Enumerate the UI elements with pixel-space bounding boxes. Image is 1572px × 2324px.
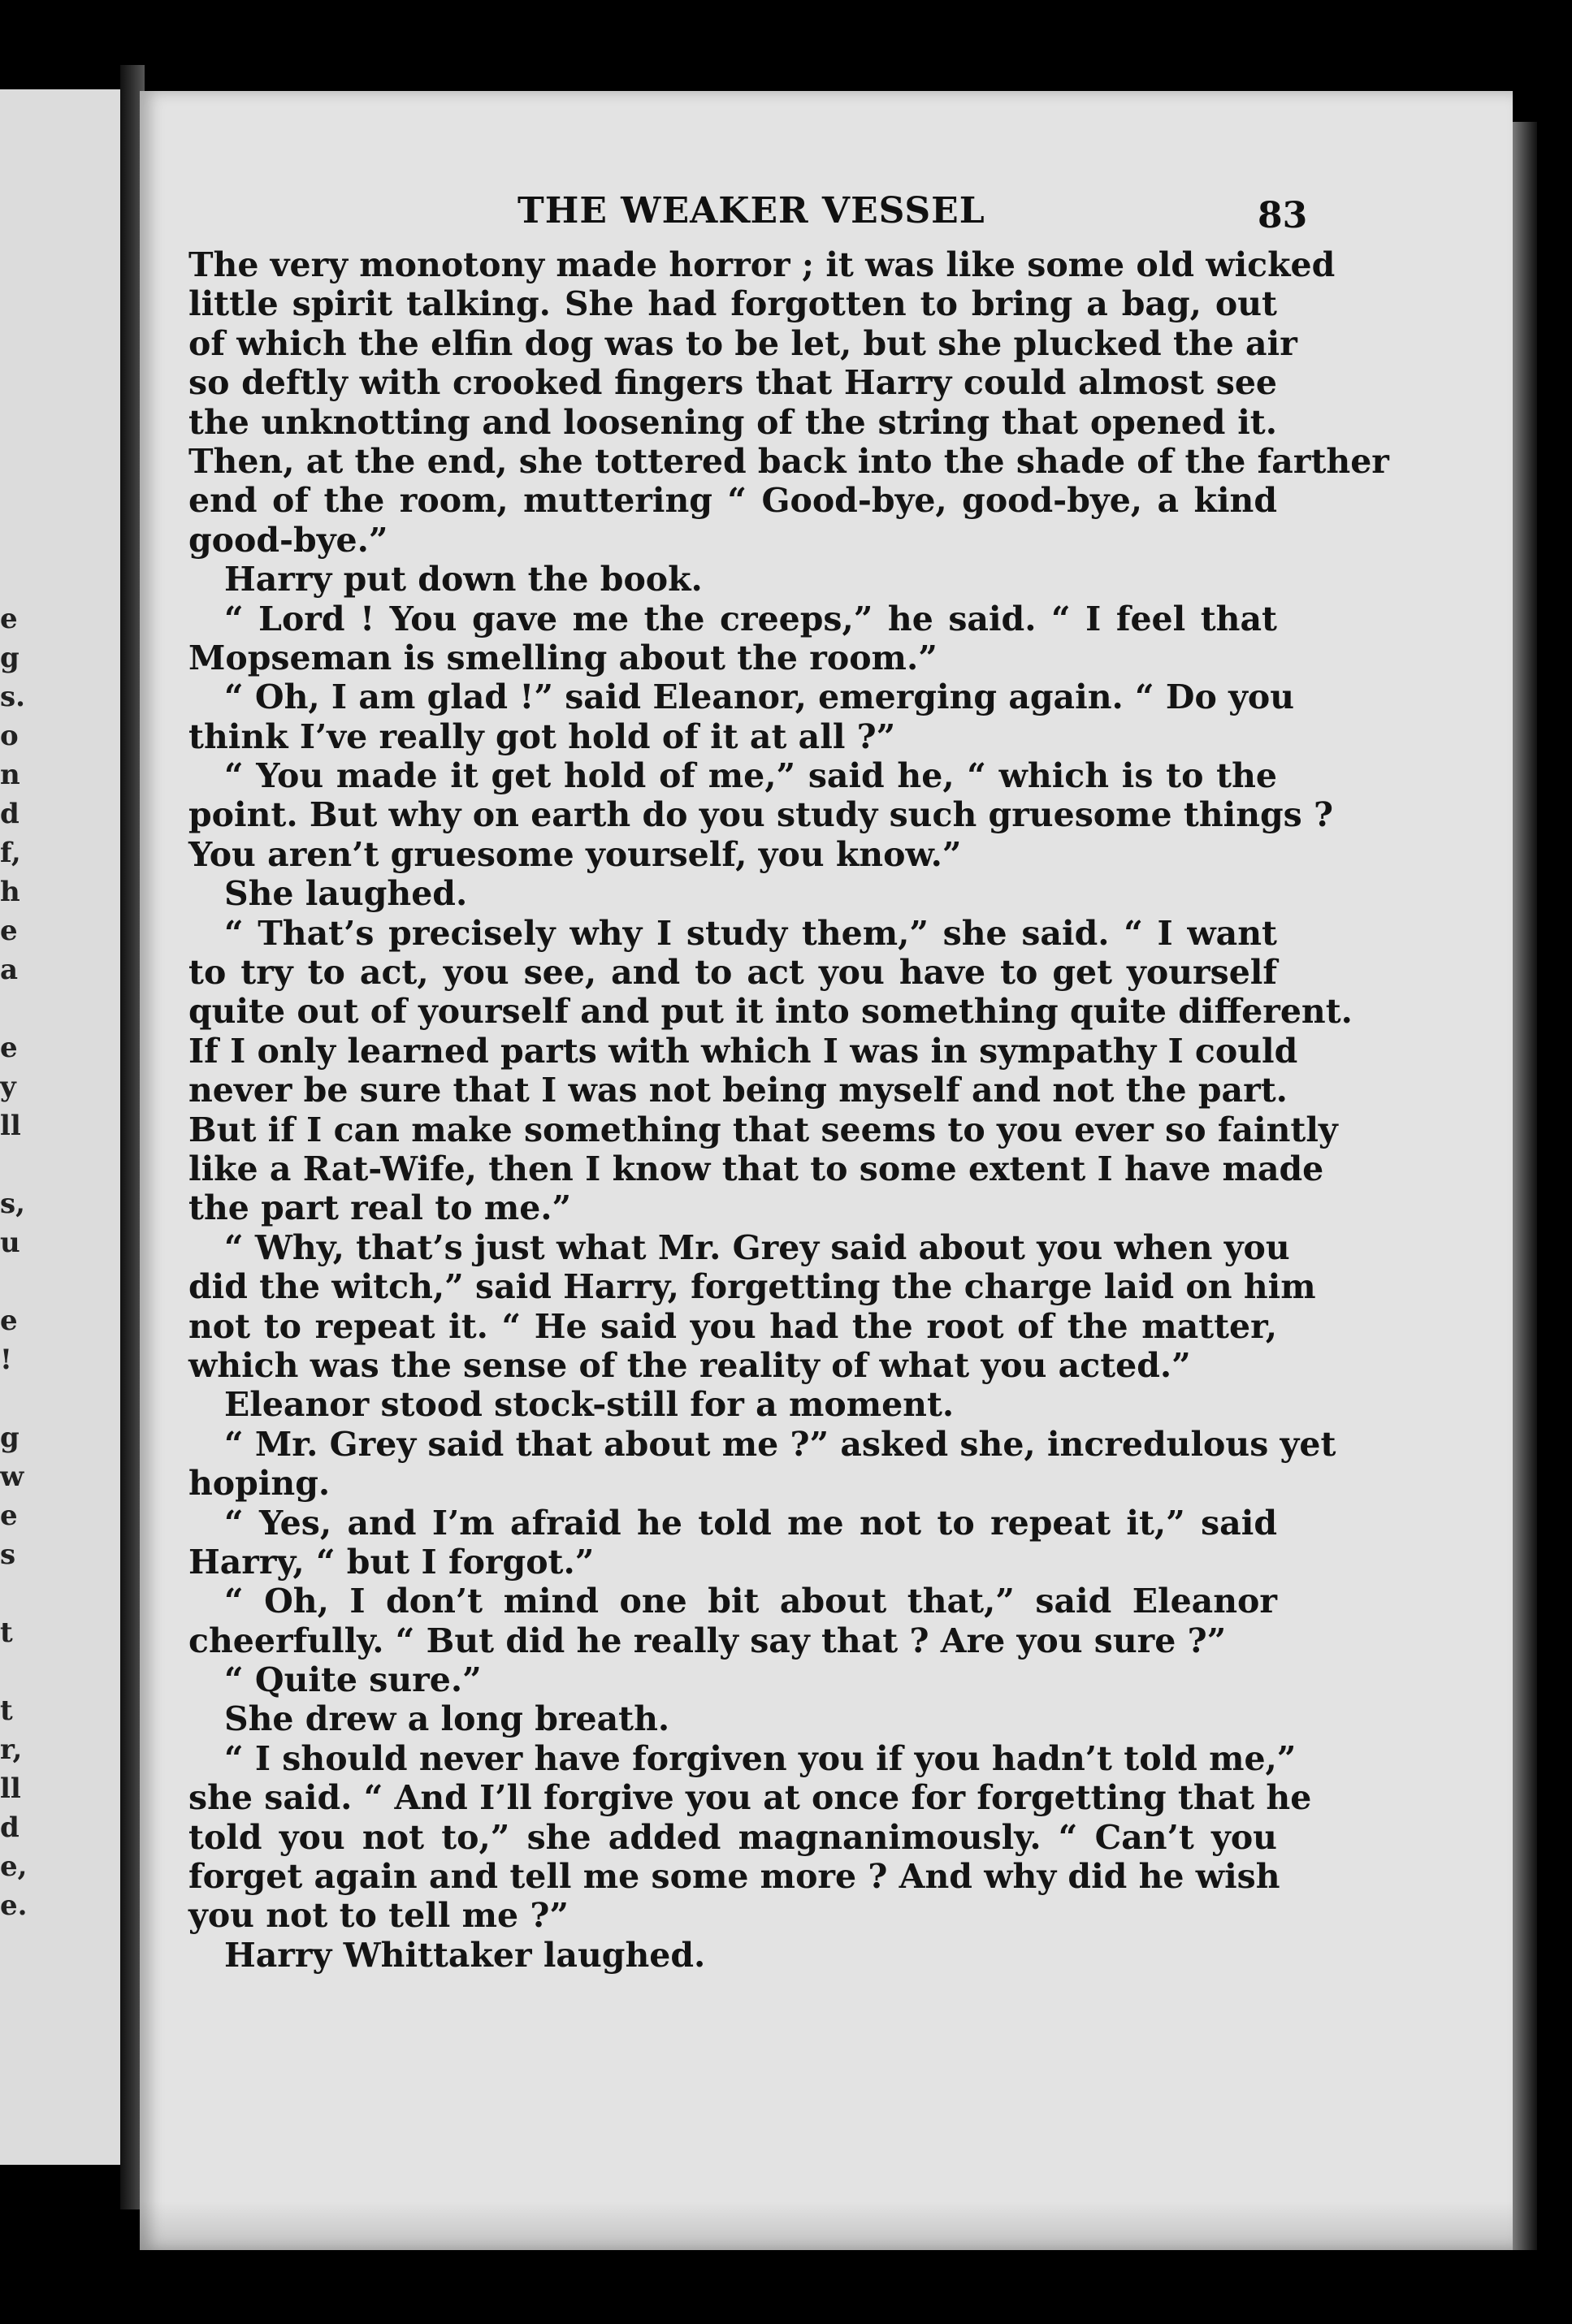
text-line: she said. “ And I’ll forgive you at once for forgetting that he [188,1778,1312,1818]
body-text [188,245,1389,1975]
text-line: forget again and tell me some more ? And why did he wish [188,1857,1280,1897]
text-line: But if I can make something that seems to you ever so faintly [188,1110,1338,1149]
facing-page-fragment: g [0,1422,19,1454]
text-line: Harry Whittaker laughed. [224,1935,706,1975]
text-line: “ I should never have forgiven you if you hadn’t told me,” [224,1738,1297,1778]
text-line: so deftly with crooked fingers that Harry could almost see [188,363,1277,403]
text-line: If I only learned parts with which I was in sympathy I could [188,1031,1298,1071]
text-line: “ Yes, and I’m afraid he told me not to repeat it,” said [224,1503,1277,1543]
facing-page-fragment: w [0,1461,24,1493]
facing-page-fragment: d [0,1811,19,1844]
page-edge [1513,122,1537,2250]
facing-page-fragment: a [0,954,19,986]
text-line: Harry put down the book. [224,560,703,599]
text-line: “ Lord ! You gave me the creeps,” he said. “ I feel that [224,599,1277,638]
text-line: The very monotony made horror ; it was like some old wicked [188,245,1336,284]
facing-page-fragment [0,1652,18,1691]
facing-page-fragment [0,989,18,1028]
text-line: “ Mr. Grey said that about me ?” asked she, incredulous yet [224,1424,1336,1464]
facing-page-fragment [0,1379,18,1418]
facing-page-fragment: y [0,1071,16,1103]
text-line: end of the room, muttering “ Good-bye, good-bye, a kind [188,481,1277,521]
text-line: which was the sense of the reality of what you acted.” [188,1345,1191,1385]
facing-page-fragment: ll [0,1772,21,1805]
running-head [140,190,1513,239]
text-line: of which the elfin dog was to be let, but she plucked the air [188,323,1297,363]
text-line: Then, at the end, she tottered back into the shade of the farther [188,441,1389,481]
text-line: “ Why, that’s just what Mr. Grey said about you when you [224,1227,1290,1267]
facing-page-fragment: h [0,876,20,908]
text-line: think I’ve really got hold of it at all ?” [188,716,896,756]
facing-page-text-fragments [0,599,28,1925]
facing-page-fragment: u [0,1227,20,1259]
facing-page-fragment: r, [0,1733,23,1766]
facing-page-fragment: e [0,915,18,947]
facing-page-fragment: o [0,720,19,752]
text-line: “ Oh, I don’t mind one bit about that,” said Eleanor [224,1582,1277,1621]
facing-page-fragment: e. [0,1889,28,1922]
text-line: like a Rat-Wife, then I know that to some extent I have made [188,1149,1324,1188]
running-title: THE WEAKER VESSEL [518,190,985,232]
text-line: little spirit talking. She had forgotten to bring a bag, out [188,284,1277,324]
text-line: did the witch,” said Harry, forgetting the charge laid on him [188,1267,1316,1307]
text-line: told you not to,” she added magnanimously. “ Can’t you [188,1817,1277,1857]
page-number: 83 [1258,195,1308,236]
facing-page-fragment: s. [0,681,25,713]
facing-page-fragment: s [0,1539,16,1571]
text-line: Mopseman is smelling about the room.” [188,638,938,677]
facing-page-fragment: e [0,1500,18,1532]
text-line: good-bye.” [188,520,388,560]
facing-page-fragment: d [0,798,19,830]
text-line: You aren’t gruesome yourself, you know.” [188,834,962,874]
text-line: point. But why on earth do you study such gruesome things ? [188,795,1334,835]
facing-page-fragment [0,1574,18,1613]
text-line: the part real to me.” [188,1188,572,1228]
facing-page-fragment: e [0,603,18,635]
facing-page-fragment: t [0,1694,13,1727]
text-line: not to repeat it. “ He said you had the root of the matter, [188,1306,1277,1346]
text-line: She laughed. [224,874,468,914]
facing-page-fragment [0,1262,18,1301]
text-line: hoping. [188,1464,331,1504]
text-line: “ You made it get hold of me,” said he, “ which is to the [224,756,1277,796]
text-line: “ Oh, I am glad !” said Eleanor, emerging again. “ Do you [224,677,1295,717]
text-line: quite out of yourself and put it into something quite different. [188,992,1353,1032]
text-line: Harry, “ but I forgot.” [188,1542,595,1582]
text-line: cheerfully. “ But did he really say that ? Are you sure ?” [188,1621,1227,1660]
page-bottom-shadow [140,2201,1513,2250]
text-line: She drew a long breath. [224,1699,670,1739]
facing-page-fragment: s, [0,1188,25,1220]
facing-page-fragment: ! [0,1344,12,1376]
text-line: never be sure that I was not being myself and not the part. [188,1071,1288,1110]
facing-page-fragment: e, [0,1850,28,1883]
text-line: you not to tell me ?” [188,1896,569,1936]
facing-page-fragment: n [0,759,20,791]
facing-page-fragment: e [0,1305,18,1337]
book-page [140,91,1513,2250]
facing-page-fragment [0,1145,18,1184]
text-line: “ That’s precisely why I study them,” she said. “ I want [224,913,1277,953]
facing-page-fragment: t [0,1616,13,1649]
facing-page-fragment: ll [0,1110,21,1142]
facing-page [0,89,120,2165]
text-line: Eleanor stood stock-still for a moment. [224,1385,955,1425]
facing-page-fragment: f, [0,837,21,869]
text-line: to try to act, you see, and to act you have to get yourself [188,953,1277,993]
facing-page-fragment: e [0,1032,18,1064]
text-line: “ Quite sure.” [224,1660,482,1700]
text-line: the unknotting and loosening of the string that opened it. [188,402,1277,442]
facing-page-fragment: g [0,642,19,674]
